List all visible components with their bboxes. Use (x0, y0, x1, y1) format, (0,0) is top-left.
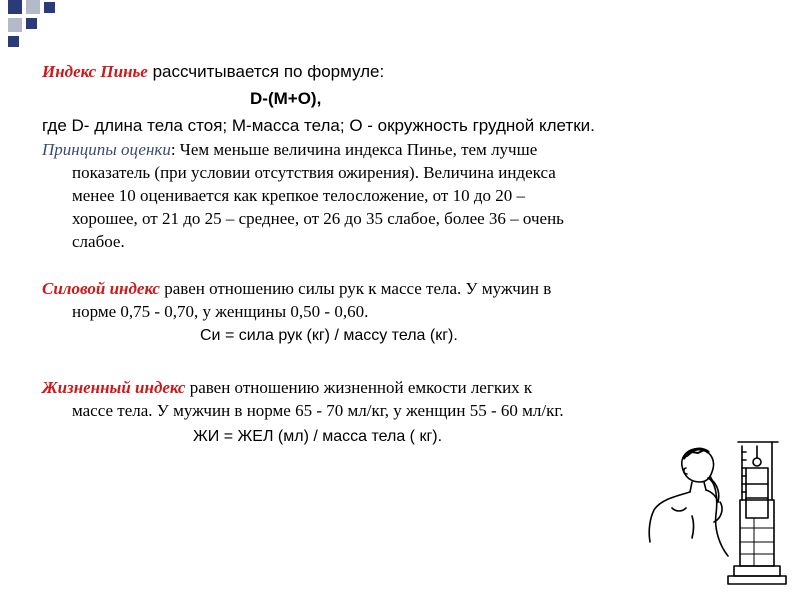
principles-text-line: менее 10 оценивается как крепкое телосложение, от 10 до 20 – (72, 186, 525, 205)
corner-square (8, 0, 22, 14)
spirometer-illustration (642, 438, 787, 590)
strength-index-term: Силовой индекс (42, 279, 160, 298)
vital-index-term: Жизненный индекс (42, 378, 186, 397)
principles-text-line: хорошее, от 21 до 25 – среднее, от 26 до 35 слабое, более 36 – очень (72, 209, 564, 228)
principles-text: : Чем меньше величина индекса Пинье, тем лучше (170, 140, 538, 159)
principles-label: Принципы оценки (42, 140, 171, 159)
spirometer-figure-icon (642, 438, 787, 590)
principles-text-line: слабое. (72, 232, 125, 251)
vital-formula: ЖИ = ЖЕЛ (мл) / масса тела ( кг). (193, 428, 443, 445)
pignet-where-text: где D- длина тела стоя; М-масса тела; О - окружность грудной клетки. (42, 116, 595, 135)
strength-index-text: равен отношению силы рук к массе тела. У мужчин в (159, 279, 552, 298)
corner-square (8, 36, 19, 47)
pignet-index-term: Индекс Пинье (42, 62, 148, 81)
vital-index-line (42, 378, 532, 398)
corner-square (26, 18, 37, 29)
pignet-formula: D-(M+O), (250, 89, 322, 108)
corner-square (26, 0, 40, 14)
corner-square (44, 2, 55, 13)
principles-text-line: показатель (при условии отсутствия ожирения). Величина индекса (72, 163, 556, 182)
strength-index-line (42, 279, 551, 299)
principles-line (42, 140, 537, 160)
strength-norms-text: норме 0,75 - 0,70, у женщины 0,50 - 0,60. (72, 302, 369, 321)
vital-index-text: равен отношению жизненной емкости легких к (185, 378, 533, 397)
pignet-intro-text: рассчитывается по формуле: (147, 62, 385, 81)
vital-norms-text: массе тела. У мужчин в норме 65 - 70 мл/кг, у женщин 55 - 60 мл/кг. (72, 401, 564, 420)
corner-decoration (0, 0, 70, 50)
strength-formula: Си = сила рук (кг) / массу тела (кг). (200, 327, 458, 344)
pignet-intro-line (42, 62, 384, 82)
corner-square (8, 18, 22, 32)
